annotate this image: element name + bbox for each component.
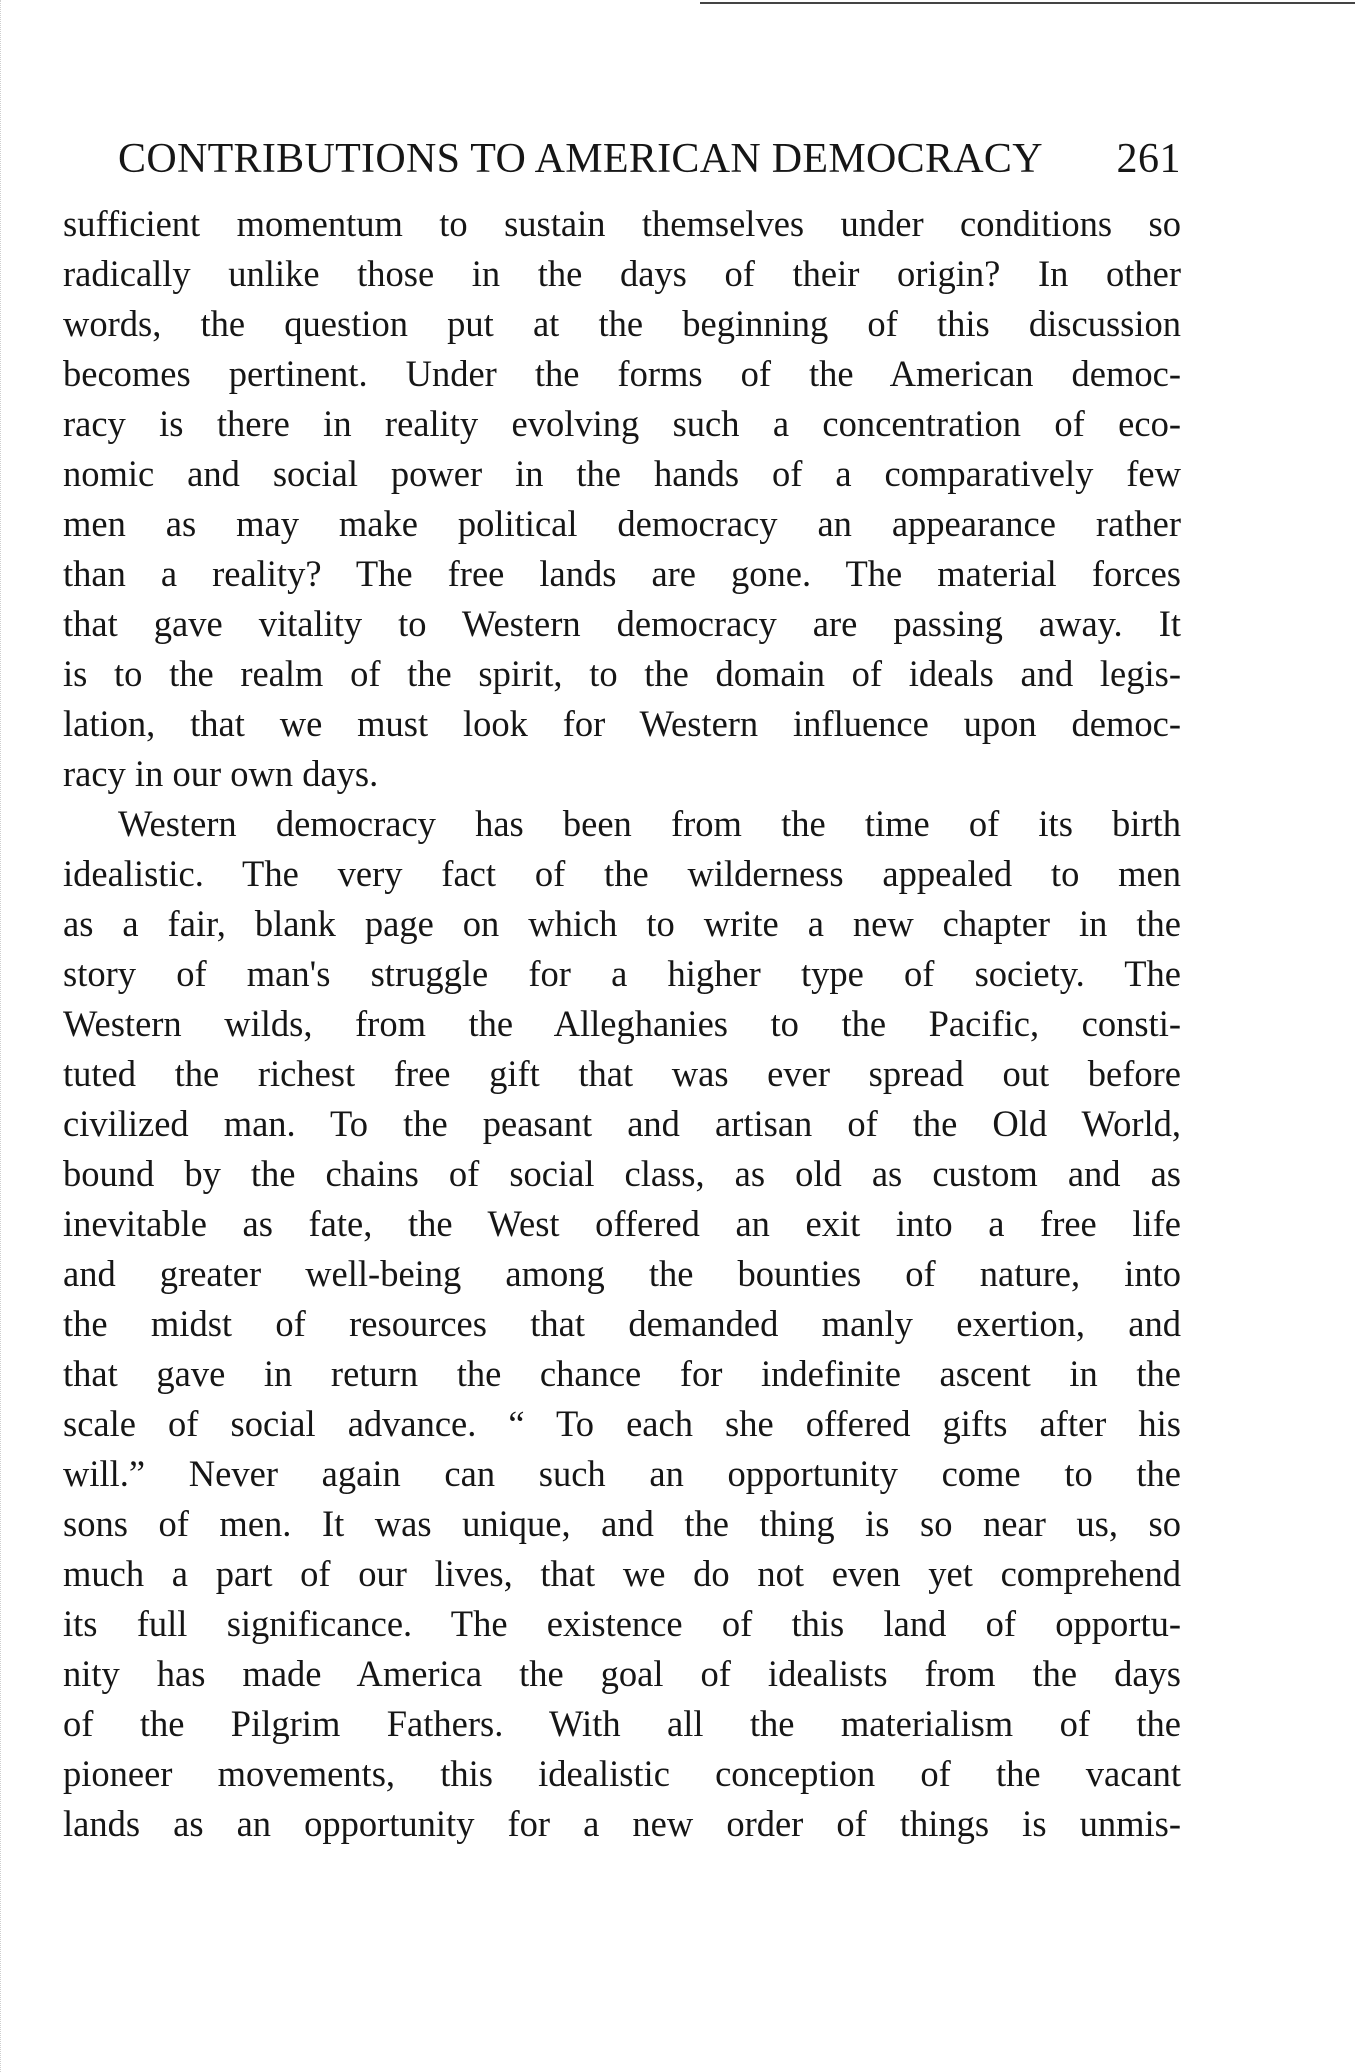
text-line: lation, that we must look for Western influence upon democ- — [63, 703, 1181, 744]
page-number: 261 — [1116, 136, 1181, 182]
text-line: idealistic. The very fact of the wilderness appealed to men — [63, 853, 1181, 894]
text-line: than a reality? The free lands are gone. The material forces — [63, 553, 1181, 594]
text-line: civilized man. To the peasant and artisan of the Old World, — [63, 1103, 1181, 1144]
body-text — [63, 199, 1181, 1849]
text-line: bound by the chains of social class, as old as custom and as — [63, 1153, 1181, 1194]
text-line: sons of men. It was unique, and the thing is so near us, so — [63, 1503, 1181, 1544]
text-line: nomic and social power in the hands of a comparatively few — [63, 453, 1181, 494]
scan-top-rule — [700, 2, 1355, 4]
text-line: radically unlike those in the days of their origin? In other — [63, 253, 1181, 294]
text-line: nity has made America the goal of idealists from the days — [63, 1653, 1181, 1694]
text-line: scale of social advance. “ To each she offered gifts after his — [63, 1403, 1181, 1444]
text-line: is to the realm of the spirit, to the domain of ideals and legis- — [63, 653, 1181, 694]
text-line: tuted the richest free gift that was ever spread out before — [63, 1053, 1181, 1094]
text-line: pioneer movements, this idealistic conception of the vacant — [63, 1753, 1181, 1794]
text-line: that gave vitality to Western democracy are passing away. It — [63, 603, 1181, 644]
text-line: becomes pertinent. Under the forms of the American democ- — [63, 353, 1181, 394]
text-line: much a part of our lives, that we do not even yet comprehend — [63, 1553, 1181, 1594]
running-head-title: CONTRIBUTIONS TO AMERICAN DEMOCRACY — [118, 136, 1043, 182]
text-line: sufficient momentum to sustain themselves under conditions so — [63, 203, 1181, 244]
text-line: that gave in return the chance for indefinite ascent in the — [63, 1353, 1181, 1394]
text-line: the midst of resources that demanded manly exertion, and — [63, 1303, 1181, 1344]
text-line: and greater well-being among the bounties of nature, into — [63, 1253, 1181, 1294]
text-line: men as may make political democracy an appearance rather — [63, 503, 1181, 544]
text-line: as a fair, blank page on which to write a new chapter in the — [63, 903, 1181, 944]
text-line: words, the question put at the beginning of this discussion — [63, 303, 1181, 344]
text-line: of the Pilgrim Fathers. With all the materialism of the — [63, 1703, 1181, 1744]
text-line: lands as an opportunity for a new order of things is unmis- — [63, 1803, 1181, 1844]
text-line: story of man's struggle for a higher type of society. The — [63, 953, 1181, 994]
text-line: Western wilds, from the Alleghanies to the Pacific, consti- — [63, 1003, 1181, 1044]
text-line: racy is there in reality evolving such a concentration of eco- — [63, 403, 1181, 444]
text-line: will.” Never again can such an opportunity come to the — [63, 1453, 1181, 1494]
text-line: inevitable as fate, the West offered an exit into a free life — [63, 1203, 1181, 1244]
text-line: its full significance. The existence of this land of opportu- — [63, 1603, 1181, 1644]
running-head — [118, 135, 1181, 183]
paragraph-end-line: racy in our own days. — [63, 753, 379, 794]
book-page — [63, 135, 1181, 1849]
paragraph-start-line: Western democracy has been from the time of its birth — [118, 803, 1181, 844]
scan-margin-edge — [0, 0, 9, 2072]
